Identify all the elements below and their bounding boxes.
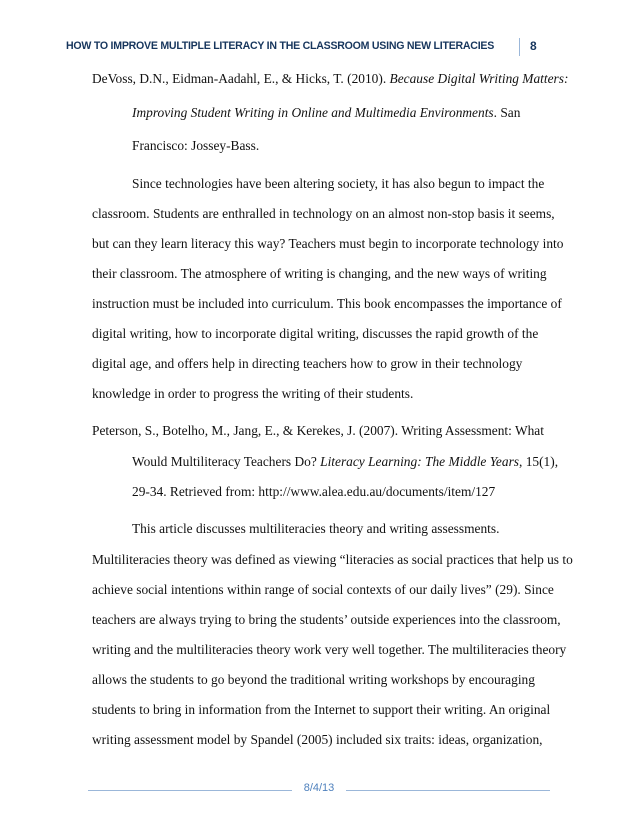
reference-2-line-3: 29-34. Retrieved from: http://www.alea.edu.au/documents/item/127: [132, 484, 496, 499]
footer-date: 8/4/13: [303, 782, 335, 794]
reference-1-title-part1: Because Digital Writing Matters:: [389, 71, 569, 86]
paragraph-1-line: knowledge in order to progress the writing of their students.: [92, 386, 414, 401]
header-divider: [519, 38, 520, 56]
paragraph-1-line: classroom. Students are enthralled in technology on an almost non-stop basis it seems,: [92, 206, 555, 221]
reference-2-line-1: Peterson, S., Botelho, M., Jang, E., & Kerekes, J. (2007). Writing Assessment: What: [92, 423, 544, 438]
reference-1-title-part2: Improving Student Writing in Online and Multimedia Environments: [132, 105, 494, 120]
paragraph-1-line: instruction must be included into curriculum. This book encompasses the importance of: [92, 296, 562, 311]
reference-2-title-end: Would Multiliteracy Teachers Do?: [132, 454, 321, 469]
running-header: [66, 38, 546, 56]
paragraph-2-line: This article discusses multiliteracies theory and writing assessments.: [132, 521, 500, 536]
paragraph-2-line: Multiliteracies theory was defined as viewing “literacies as social practices that help us to: [92, 552, 573, 567]
reference-1-line-1: [92, 71, 568, 87]
paragraph-1-line: their classroom. The atmosphere of writing is changing, and the new ways of writing: [92, 266, 547, 281]
paragraph-1-line: Since technologies have been altering society, it has also begun to impact the: [132, 176, 545, 191]
paragraph-1-line: but can they learn literacy this way? Teachers must begin to incorporate technology into: [92, 236, 564, 251]
header-title: HOW TO IMPROVE MULTIPLE LITERACY IN THE CLASSROOM USING NEW LITERACIES: [66, 40, 495, 52]
paragraph-1-line: digital writing, how to incorporate digital writing, discusses the rapid growth of the: [92, 326, 539, 341]
paragraph-1-line: digital age, and offers help in directing teachers how to grow in their technology: [92, 356, 523, 371]
reference-2-volume: , 15(1),: [519, 454, 559, 469]
page-number: 8: [530, 39, 537, 53]
paragraph-2-line: writing and the multiliteracies theory work very well together. The multiliteracies theory: [92, 642, 567, 657]
reference-1-line-2: [132, 105, 520, 121]
paragraph-2-line: achieve social intentions within range of social contexts of our daily lives” (29). Since: [92, 582, 554, 597]
reference-1-city-start: . San: [493, 105, 521, 120]
paragraph-2-line: writing assessment model by Spandel (2005) included six traits: ideas, organization,: [92, 732, 543, 747]
paragraph-2-line: allows the students to go beyond the traditional writing workshops by encouraging: [92, 672, 535, 687]
reference-1-line-3: Francisco: Jossey-Bass.: [132, 138, 260, 153]
paragraph-2-line: teachers are always trying to bring the students’ outside experiences into the classroom,: [92, 612, 561, 627]
reference-1-authors: DeVoss, D.N., Eidman-Aadahl, E., & Hicks, T. (2010).: [92, 71, 390, 86]
reference-2-journal: Literacy Learning: The Middle Years: [320, 454, 519, 469]
paragraph-2-line: students to bring in information from the Internet to support their writing. An original: [92, 702, 551, 717]
reference-2-line-2: [132, 454, 558, 470]
